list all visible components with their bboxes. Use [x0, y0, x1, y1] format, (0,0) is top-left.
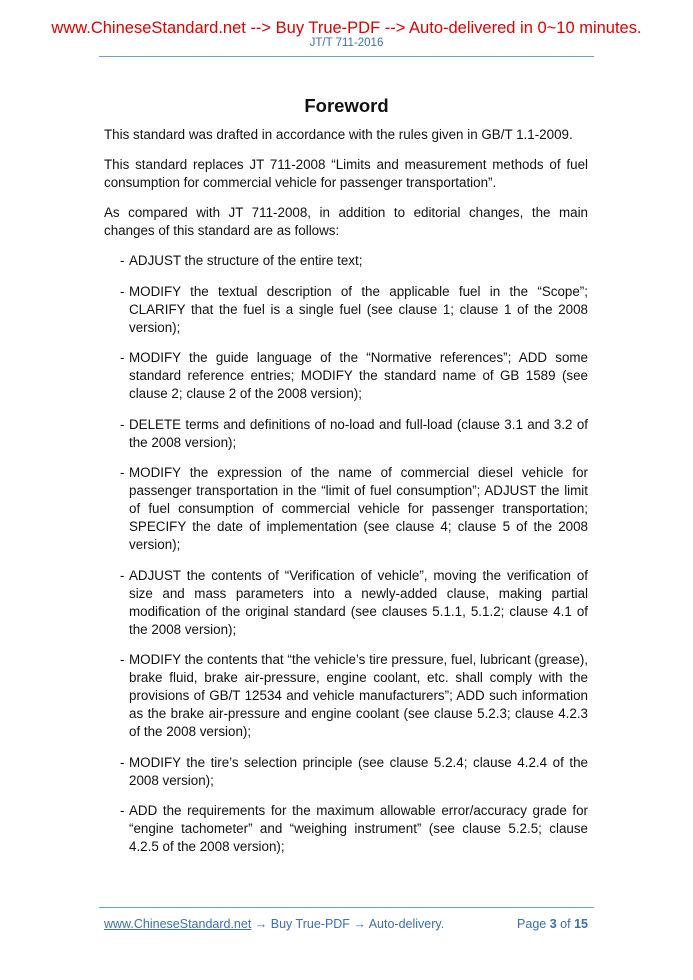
total-pages-number: 15 — [574, 917, 588, 931]
list-dash: - — [120, 283, 125, 299]
list-item — [104, 349, 588, 403]
page-label: Page — [517, 917, 547, 931]
list-dash: - — [120, 803, 125, 818]
doc-code: JT/T 711-2016 — [309, 37, 384, 49]
header-divider — [99, 56, 594, 57]
list-item — [104, 567, 588, 639]
list-dash: - — [120, 652, 125, 667]
list-dash: - — [120, 350, 125, 365]
footer-left — [104, 915, 444, 933]
list-item-text: MODIFY the guide language of the “Normative references”; ADD some standard reference entries; MODIFY the standard name of GB 1589 (see clause 2; clause 2 of the 2008 version); — [129, 350, 588, 401]
list-item — [104, 283, 588, 337]
footer-site-link[interactable]: www.ChineseStandard.net — [104, 917, 252, 931]
list-item-text: ADJUST the structure of the entire text; — [129, 253, 363, 268]
list-item — [104, 464, 588, 554]
list-item-text: MODIFY the contents that “the vehicle’s tire pressure, fuel, lubricant (grease), brake fluid, brake air-pressure, engine coolant, etc. shall comply with the provisions of GB/T 12534 and vehicle manufacturers”; ADD such information as the brake air-pressure and engine coolant (see clause 5.2.3; clause 4.2.3 of the 2008 version); — [129, 652, 588, 739]
page-footer — [104, 915, 588, 933]
footer-tail-text: → Buy True-PDF → Auto-delivery. — [251, 917, 445, 931]
paragraph-changes-intro: As compared with JT 711-2008, in addition to editorial changes, the main changes of this standard are as follows: — [104, 205, 588, 238]
list-item-text: MODIFY the expression of the name of commercial diesel vehicle for passenger transportation in the “limit of fuel consumption”; ADJUST the limit of fuel consumption of commercial vehicle for passenger transportation; SPECIFY the date of implementation (see clause 4; clause 5 of the 2008 version); — [129, 465, 588, 552]
list-item-text: ADD the requirements for the maximum allowable error/accuracy grade for “engine tachometer” and “weighing instrument” (see clause 5.2.5; clause 4.2.5 of the 2008 version); — [129, 803, 588, 854]
list-item-text: ADJUST the contents of “Verification of vehicle”, moving the verification of size and mass parameters into a newly-added clause, making partial modification of the original standard (see clauses 5.1.1, 5.1.2; clause 4.1 of the 2008 version); — [129, 567, 588, 637]
list-dash: - — [120, 253, 125, 268]
list-dash: - — [120, 416, 125, 432]
list-item-text: DELETE terms and definitions of no-load and full-load (clause 3.1 and 3.2 of the 2008 version); — [129, 416, 588, 450]
list-dash: - — [120, 754, 125, 770]
list-item-text: MODIFY the textual description of the applicable fuel in the “Scope”; CLARIFY that the fuel is a single fuel (see clause 1; clause 1 of the 2008 version); — [129, 283, 588, 335]
list-item — [104, 416, 588, 452]
list-item — [104, 754, 588, 790]
list-dash: - — [120, 567, 125, 583]
list-item — [104, 252, 588, 270]
current-page-number: 3 — [549, 917, 557, 931]
of-label: of — [560, 917, 571, 931]
footer-divider — [99, 907, 594, 908]
changes-list — [104, 252, 588, 856]
list-item-text: MODIFY the tire’s selection principle (see clause 5.2.4; clause 4.2.4 of the 2008 version); — [129, 754, 588, 788]
page-indicator — [517, 915, 588, 933]
list-item — [104, 651, 588, 741]
list-item — [104, 802, 588, 856]
foreword-body — [104, 126, 588, 869]
page-title: Foreword — [304, 95, 389, 117]
top-banner[interactable]: www.ChineseStandard.net --> Buy True-PDF --> Auto-delivered in 0~10 minutes. — [51, 19, 642, 37]
paragraph-drafting-rules: This standard was drafted in accordance with the rules given in GB/T 1.1-2009. — [104, 127, 573, 142]
paragraph-replaces: This standard replaces JT 711-2008 “Limits and measurement methods of fuel consumption for commercial vehicle for passenger transportation”. — [104, 157, 588, 190]
list-dash: - — [120, 465, 125, 480]
